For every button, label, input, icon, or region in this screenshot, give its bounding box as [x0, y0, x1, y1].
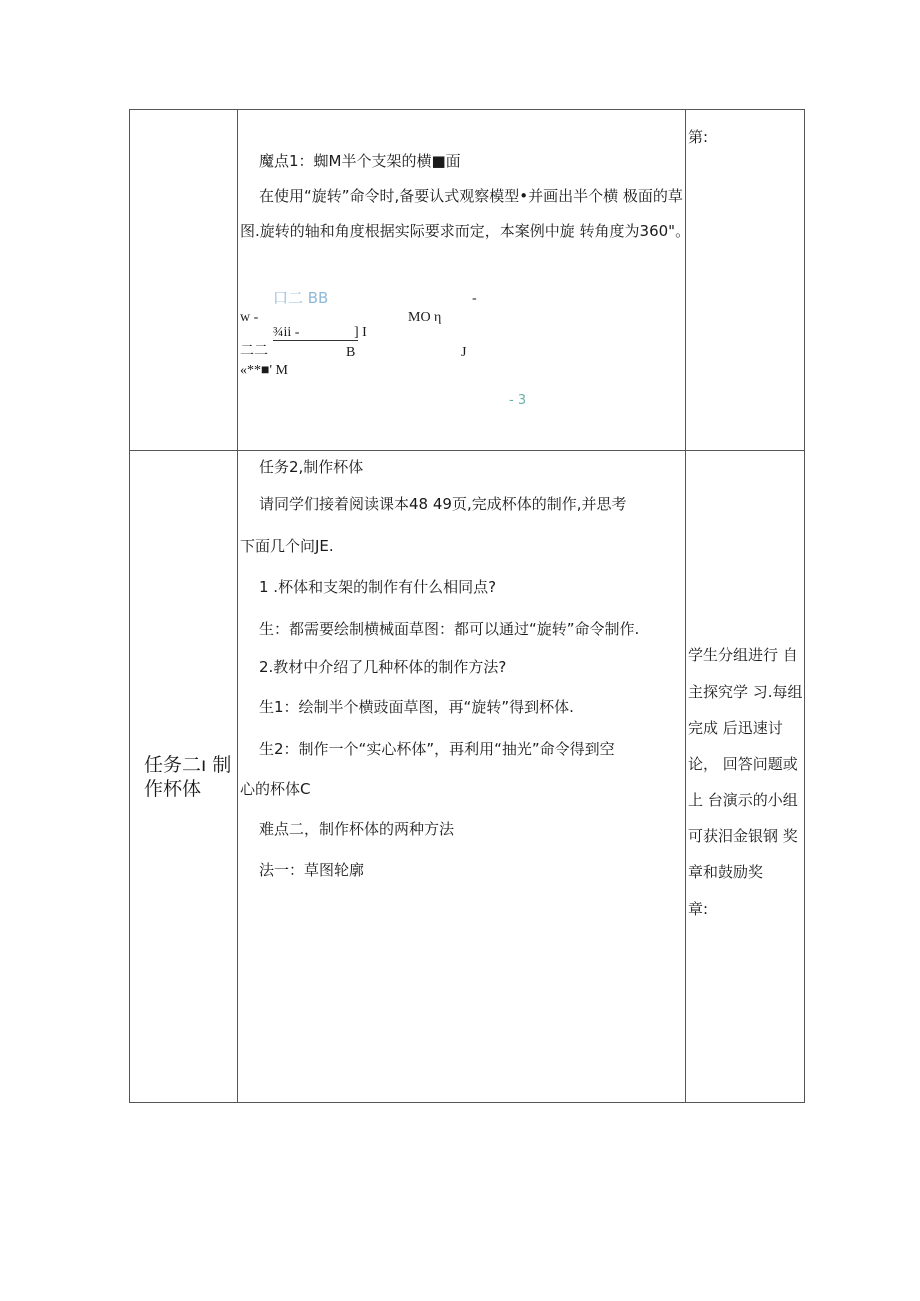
figure-b-label: B: [346, 345, 356, 360]
figure-mo-label: MO η: [408, 310, 442, 325]
answer-2b-line-1: 生2：制作一个“实心杯体”，再利用“抽光”命令得到空: [259, 740, 615, 758]
question-2: 2.教材中介绍了几种杯体的制作方法?: [259, 658, 507, 676]
note-line-6: 可获汨金银钢 奖: [688, 827, 798, 845]
table-border-right: [804, 109, 805, 1103]
note-line-1: 学生分组进行 自: [688, 646, 798, 664]
figure-label-blue: 口二 BB: [273, 289, 329, 307]
table-col-divider-1: [237, 109, 238, 1103]
note-line-4: 论， 回答问题或: [688, 755, 798, 773]
difficulty-heading: 魔点1：蜘M半个支架的横■面: [259, 152, 461, 170]
task-title-line-1: 任务二ı 制: [144, 754, 232, 776]
instruction-line-1: 请同学们接着阅读课本48 49页,完成杯体的制作,并思考: [259, 495, 627, 513]
answer-1: 生：都需要绘制横械面草图：都可以通过“旋转”命令制作.: [259, 620, 640, 638]
answer-2a: 生1：绘制半个横豉面草图，再“旋转”得到杯体.: [259, 698, 574, 716]
figure-j-label: J: [461, 345, 467, 360]
difficulty-2-heading: 难点二，制作杯体的两种方法: [259, 820, 455, 838]
note-line-5: 上 台演示的小组: [688, 791, 798, 809]
table-col-divider-2: [685, 109, 686, 1103]
instruction-line-2: 下面几个问JE.: [240, 537, 334, 555]
page-marker: - 3: [509, 393, 527, 408]
paragraph-line-2: 图.旋转的轴和角度根据实际要求而定，本案例中旋 转角度为360"。: [240, 222, 691, 240]
figure-stars-label: «**■' M: [240, 363, 288, 378]
table-border-bottom: [129, 1102, 805, 1103]
figure-double-dash: 二二: [240, 344, 268, 359]
figure-underline: [273, 340, 358, 341]
table-row-divider: [129, 450, 805, 451]
note-line-2: 主探究学 习.每组: [688, 683, 803, 701]
figure-w-label: w -: [240, 310, 259, 325]
question-1: 1 .杯体和支架的制作有什么相同点?: [259, 578, 497, 596]
figure-dash: -: [472, 291, 477, 306]
paragraph-line-1: 在使用“旋转”命令时,备要认式观察模型•并画出半个横 极面的草: [259, 187, 683, 205]
table-border-top: [129, 109, 805, 110]
task-heading: 任务2,制作杯体: [259, 458, 364, 476]
note-line-8: 章:: [688, 900, 709, 918]
top-right-note: 第:: [688, 128, 709, 146]
figure-bracket-label: ] I: [354, 325, 367, 340]
note-line-3: 完成 后迅速讨: [688, 719, 783, 737]
note-line-7: 章和鼓励奖: [688, 863, 764, 881]
table-border-left: [129, 109, 130, 1103]
answer-2b-line-2: 心的杯体C: [240, 780, 311, 798]
method-1: 法一：草图轮廓: [259, 861, 365, 879]
task-title-line-2: 作杯体: [144, 778, 202, 800]
figure-fraction-label: ¾ii -: [273, 325, 300, 340]
